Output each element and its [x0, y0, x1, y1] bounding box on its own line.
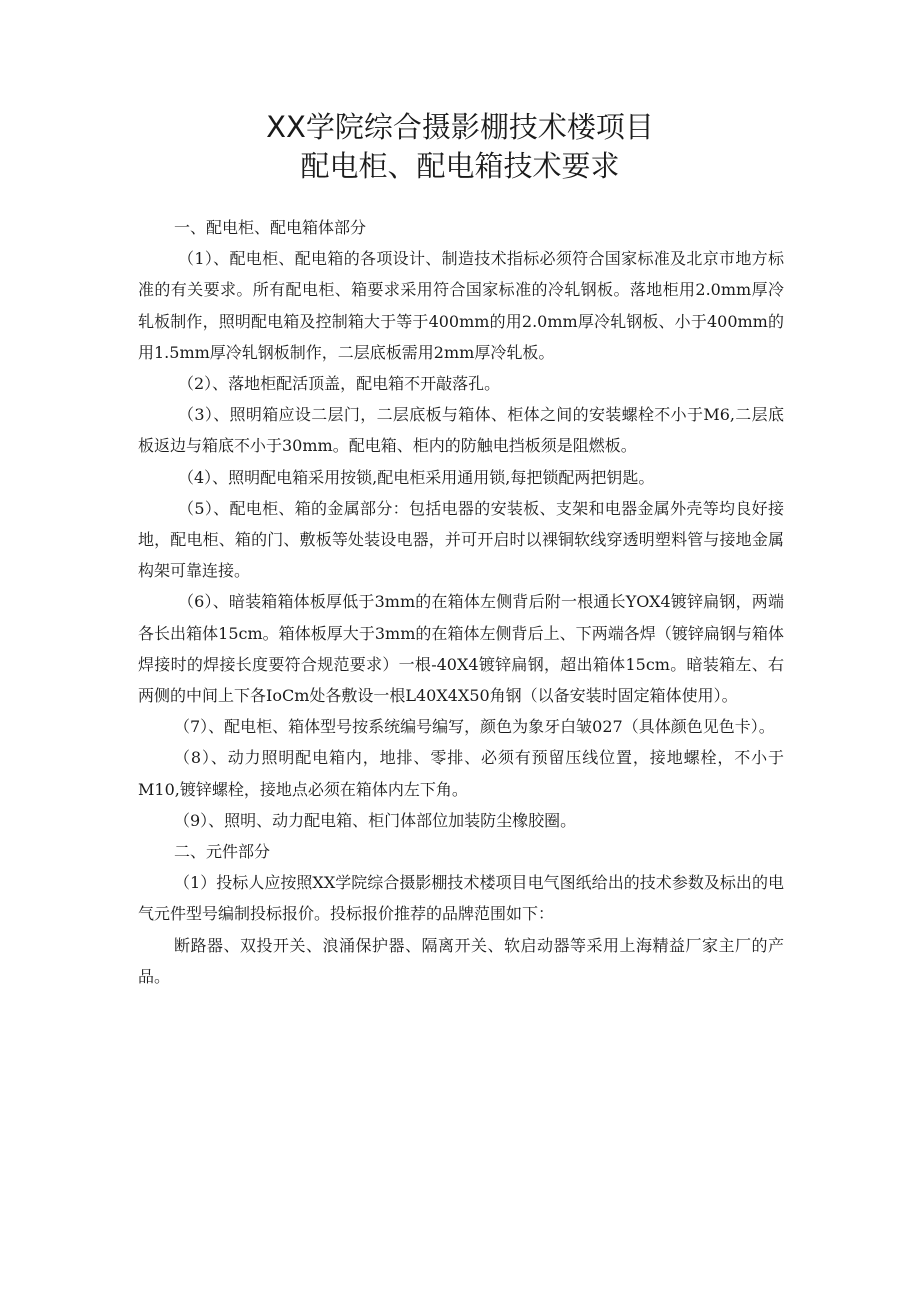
paragraph-10: （1）投标人应按照XX学院综合摄影棚技术楼项目电气图纸给出的技术参数及标出的电气元件型号编制投标报价。投标报价推荐的品牌范围如下：: [138, 873, 784, 924]
paragraph-8: （8）、动力照明配电箱内，地排、零排、必须有预留压线位置，接地螺栓，不小于M10,镀锌螺栓，接地点必须在箱体内左下角。: [138, 748, 784, 799]
title-line-2: 配电柜、配电箱技术要求: [300, 149, 620, 183]
paragraph-2: （2）、落地柜配活顶盖，配电箱不开敲落孔。: [178, 374, 501, 394]
paragraph-4: （4）、照明配电箱采用按锁,配电柜采用通用锁,每把锁配两把钥匙。: [178, 467, 655, 487]
section-heading-2: 二、元件部分: [174, 842, 271, 862]
paragraph-7: （7）、配电柜、箱体型号按系统编号编写，颜色为象牙白皱027（具体颜色见色卡）。: [174, 717, 775, 737]
paragraph-11: 断路器、双投开关、浪涌保护器、隔离开关、软启动器等采用上海精益厂家主厂的产品。: [138, 935, 784, 986]
paragraph-1: （1）、配电柜、配电箱的各项设计、制造技术指标必须符合国家标准及北京市地方标准的有关要求。所有配电柜、箱要求采用符合国家标准的冷轧钢板。落地柜用2.0mm厚冷轧板制作，照明配电箱及控制箱大于等于400mm的用2.0mm厚冷轧钢板、小于400mm的用1.5mm厚冷轧钢板制作，二层底板需用2mm厚冷轧板。: [138, 249, 784, 362]
paragraph-3: （3）、照明箱应设二层门，二层底板与箱体、柜体之间的安装螺栓不小于M6,二层底板返边与箱底不小于30mm。配电箱、柜内的防触电挡板须是阻燃板。: [138, 405, 784, 456]
paragraph-9: （9）、照明、动力配电箱、柜门体部位加装防尘橡胶圈。: [174, 810, 577, 830]
document-body: [138, 212, 784, 992]
document-title: [0, 108, 920, 186]
paragraph-6: （6）、暗装箱箱体板厚低于3mm的在箱体左侧背后附一根通长YOX4镀锌扁钢，两端各长出箱体15cm。箱体板厚大于3mm的在箱体左侧背后上、下两端各焊（镀锌扁钢与箱体焊接时的焊接长度要符合规范要求）一根-40X4镀锌扁钢，超出箱体15cm。暗装箱左、右两侧的中间上下各IoCm处各敷设一根L40X4X50角钢（以备安装时固定箱体使用）。: [138, 592, 784, 706]
title-line-1: XX学院综合摄影棚技术楼项目: [266, 110, 654, 144]
section-heading-1: 一、配电柜、配电箱体部分: [174, 218, 367, 237]
paragraph-5: （5）、配电柜、箱的金属部分：包括电器的安装板、支架和电器金属外壳等均良好接地，配电柜、箱的门、敷板等处装设电器，并可开启时以裸铜软线穿透明塑料管与接地金属构架可靠连接。: [138, 498, 784, 581]
